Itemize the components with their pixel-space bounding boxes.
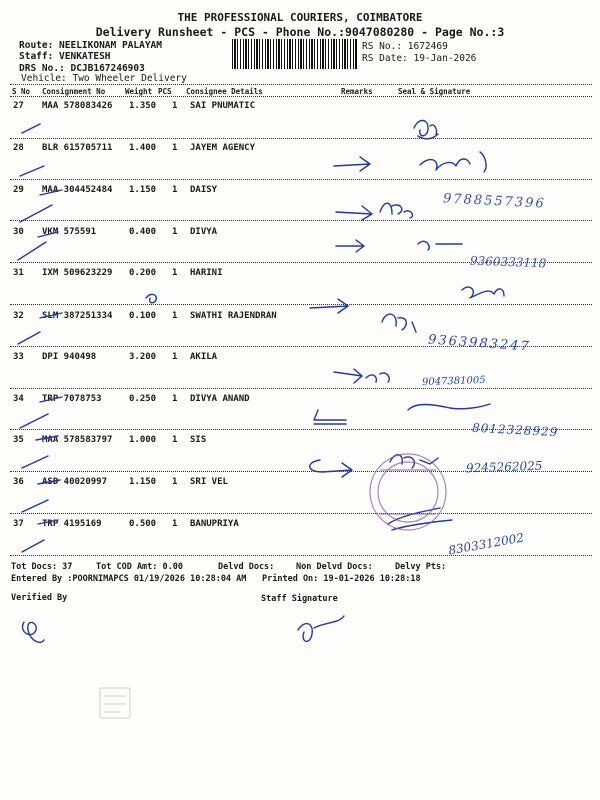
rs-date: RS Date: 19-Jan-2026 — [362, 53, 477, 64]
handwritten-phone: 9363983247 — [427, 332, 532, 355]
row-sno: 30 — [13, 227, 24, 237]
table-header-rule — [10, 96, 592, 97]
entered-by: Entered By :POORNIMAPCS 01/19/2026 10:28:04 AM — [11, 574, 247, 584]
row-consignment: VKM 575591 — [42, 227, 97, 237]
barcode-image — [232, 39, 358, 69]
handwritten-phone: 9047381005 — [421, 374, 486, 389]
row-consignment: TRP 7078753 — [42, 394, 102, 404]
table-row — [0, 268, 600, 308]
table-row — [0, 101, 600, 141]
row-consignee: SAI PNUMATIC — [190, 101, 256, 111]
drs-label: DRS No.: DCJB167246903 — [19, 63, 145, 74]
company-title: THE PROFESSIONAL COURIERS, COIMBATORE — [177, 11, 423, 24]
row-pcs: 1 — [172, 101, 178, 111]
row-weight: 1.150 — [129, 477, 157, 487]
printed-on: Printed On: 19-01-2026 10:28:18 — [262, 574, 421, 584]
row-weight: 1.000 — [129, 435, 157, 445]
row-rule — [10, 138, 592, 139]
row-consignment: ASD 40020997 — [42, 477, 108, 487]
col-sno: S No — [12, 87, 31, 96]
row-sno: 28 — [13, 143, 24, 153]
non-delivered-docs: Non Delvd Docs: — [296, 562, 373, 572]
row-consignee: AKILA — [190, 352, 218, 362]
row-consignee: DIVYA ANAND — [190, 394, 250, 404]
verified-by-label: Verified By — [11, 593, 68, 603]
row-weight: 0.100 — [129, 311, 157, 321]
col-weight: Weight — [125, 87, 153, 96]
row-sno: 33 — [13, 352, 24, 362]
row-pcs: 1 — [172, 311, 178, 321]
row-weight: 1.150 — [129, 185, 157, 195]
row-rule — [10, 388, 592, 389]
row-weight: 0.200 — [129, 268, 157, 278]
row-weight: 3.200 — [129, 352, 157, 362]
signature-scribble — [23, 622, 44, 642]
row-consignment: MAA 304452484 — [42, 185, 113, 195]
total-docs: Tot Docs: 37 — [11, 562, 73, 572]
row-pcs: 1 — [172, 227, 178, 237]
delivery-points: Delvy Pts: — [395, 562, 447, 572]
row-consignment: DPI 940498 — [42, 352, 97, 362]
row-consignment: IXM 509623229 — [42, 268, 113, 278]
row-weight: 1.350 — [129, 101, 157, 111]
handwritten-phone: 9245262025 — [465, 458, 543, 476]
route-label: Route: NEELIKONAM PALAYAM — [19, 40, 162, 51]
row-consignee: BANUPRIYA — [190, 519, 239, 529]
table-row — [0, 352, 600, 392]
signature-scribble — [298, 616, 344, 641]
total-cod-amount: Tot COD Amt: 0.00 — [96, 562, 183, 572]
row-consignee: DIVYA — [190, 227, 218, 237]
row-sno: 36 — [13, 477, 24, 487]
row-sno: 27 — [13, 101, 24, 111]
col-consignee: Consignee Details — [186, 87, 263, 96]
row-weight: 0.250 — [129, 394, 157, 404]
row-consignee: SRI VEL — [190, 477, 228, 487]
row-rule — [10, 513, 592, 514]
row-consignment: MAA 578583797 — [42, 435, 113, 445]
row-consignee: SIS — [190, 435, 207, 445]
table-top-rule — [10, 84, 592, 85]
row-pcs: 1 — [172, 143, 178, 153]
handwritten-phone: 8303312002 — [447, 530, 525, 558]
handwritten-phone: 8012328929 — [471, 420, 559, 440]
row-sno: 31 — [13, 268, 24, 278]
row-consignment: MAA 578083426 — [42, 101, 113, 111]
row-sno: 32 — [13, 311, 24, 321]
row-consignee: HARINI — [190, 268, 223, 278]
row-sno: 29 — [13, 185, 24, 195]
staff-signature-label: Staff Signature — [261, 594, 338, 604]
staff-label: Staff: VENKATESH — [19, 51, 111, 62]
row-weight: 0.400 — [129, 227, 157, 237]
row-sno: 35 — [13, 435, 24, 445]
rs-number: RS No.: 1672469 — [362, 41, 448, 52]
row-sno: 37 — [13, 519, 24, 529]
row-weight: 0.500 — [129, 519, 157, 529]
row-pcs: 1 — [172, 185, 178, 195]
row-pcs: 1 — [172, 352, 178, 362]
row-consignment: TRP 4195169 — [42, 519, 102, 529]
col-remarks: Remarks — [341, 87, 373, 96]
row-pcs: 1 — [172, 394, 178, 404]
row-pcs: 1 — [172, 477, 178, 487]
row-consignment: SLM 387251334 — [42, 311, 113, 321]
table-bottom-rule — [10, 555, 592, 556]
table-row — [0, 477, 600, 517]
row-pcs: 1 — [172, 268, 178, 278]
row-pcs: 1 — [172, 519, 178, 529]
col-pcs: PCS — [158, 87, 172, 96]
row-sno: 34 — [13, 394, 24, 404]
row-pcs: 1 — [172, 435, 178, 445]
row-rule — [10, 179, 592, 180]
row-consignee: DAISY — [190, 185, 218, 195]
row-consignee: SWATHI RAJENDRAN — [190, 311, 277, 321]
col-seal-signature: Seal & Signature — [398, 87, 471, 96]
vehicle-label: Vehicle: Two Wheeler Delivery — [21, 73, 187, 84]
runsheet-title: Delivery Runsheet - PCS - Phone No.:9047080280 - Page No.:3 — [95, 25, 505, 39]
handwritten-phone: 9360333118 — [469, 253, 547, 271]
delivered-docs: Delvd Docs: — [218, 562, 275, 572]
faint-stamp — [100, 688, 130, 718]
row-consignee: JAYEM AGENCY — [190, 143, 256, 153]
row-weight: 1.400 — [129, 143, 157, 153]
table-row — [0, 143, 600, 183]
row-consignment: BLR 615705711 — [42, 143, 113, 153]
col-consignment: Consignment No — [42, 87, 106, 96]
row-rule — [10, 304, 592, 305]
handwritten-phone: 9788557396 — [442, 191, 547, 212]
row-rule — [10, 220, 592, 221]
